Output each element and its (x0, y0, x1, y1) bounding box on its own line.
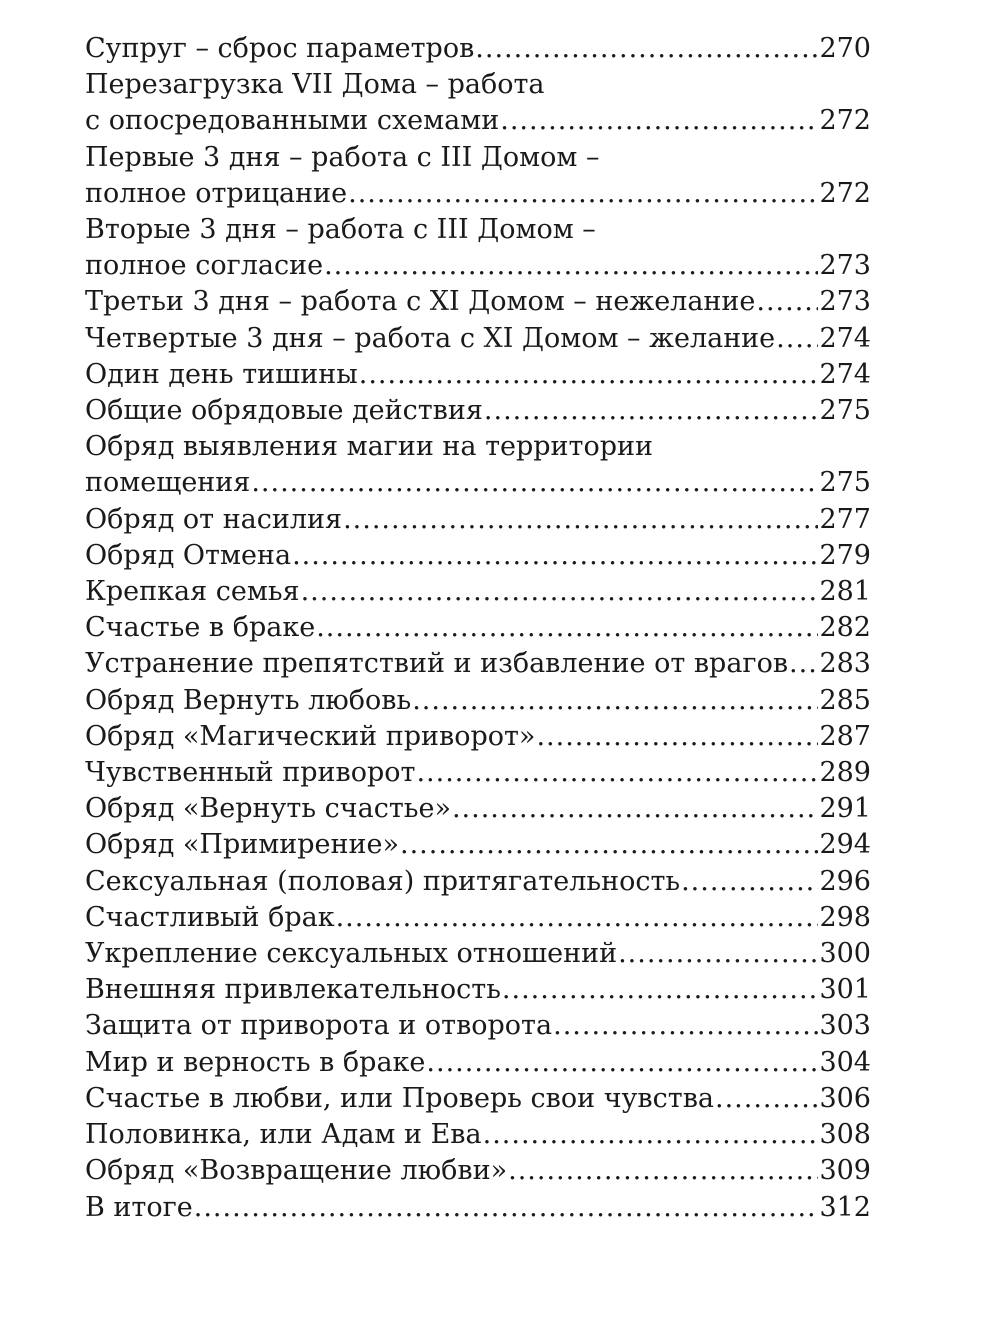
toc-entry-title: Перезагрузка VII Дома – работа (85, 69, 545, 101)
toc-entry-line (85, 755, 871, 791)
toc-entry (85, 719, 871, 755)
table-of-contents (85, 31, 871, 1226)
toc-entry-line (85, 646, 871, 682)
toc-entry-title: Внешняя привлекательность (85, 974, 501, 1006)
toc-entry (85, 864, 871, 900)
toc-entry (85, 1081, 871, 1117)
dot-leader (359, 357, 819, 393)
dot-leader (412, 683, 818, 719)
toc-entry-title: Общие обрядовые действия (85, 395, 483, 427)
toc-entry-line (85, 357, 871, 393)
dot-leader (475, 31, 818, 67)
dot-leader (301, 574, 819, 610)
toc-entry-title: Один день тишины (85, 358, 358, 390)
toc-entry (85, 900, 871, 936)
toc-page-number: 294 (819, 829, 871, 861)
toc-page-number: 303 (819, 1010, 871, 1042)
toc-page-number: 308 (819, 1119, 871, 1151)
toc-entry-line (85, 1153, 871, 1189)
toc-entry-line (85, 103, 871, 139)
toc-entry (85, 755, 871, 791)
toc-page-number: 272 (819, 105, 871, 137)
toc-entry-line (85, 972, 871, 1008)
toc-entry (85, 1190, 871, 1226)
toc-entry-title: Устранение препятствий и избавление от врагов (85, 648, 789, 680)
toc-entry-title: полное согласие (85, 250, 324, 282)
toc-entry-title: Обряд от насилия (85, 503, 343, 535)
toc-entry-line (85, 393, 871, 429)
toc-page-number: 301 (819, 974, 871, 1006)
toc-entry-line (85, 1045, 871, 1081)
toc-entry-line (85, 791, 871, 827)
toc-entry-title: Обряд выявления магии на территории (85, 431, 654, 463)
toc-entry-line (85, 140, 871, 176)
toc-entry (85, 683, 871, 719)
toc-entry-title: с опосредованными схемами (85, 105, 500, 137)
toc-entry (85, 972, 871, 1008)
dot-leader (776, 321, 818, 357)
dot-leader (508, 1153, 818, 1189)
toc-entry-line (85, 284, 871, 320)
toc-entry (85, 429, 871, 501)
dot-leader (756, 284, 818, 320)
toc-page-number: 275 (819, 395, 871, 427)
toc-page-number: 274 (819, 358, 871, 390)
toc-entry (85, 502, 871, 538)
toc-entry-line (85, 248, 871, 284)
toc-entry-line (85, 31, 871, 67)
dot-leader (789, 646, 818, 682)
toc-entry-title: Крепкая семья (85, 576, 300, 608)
toc-page-number: 304 (819, 1046, 871, 1078)
toc-page-number: 289 (819, 757, 871, 789)
toc-entry (85, 936, 871, 972)
toc-entry (85, 321, 871, 357)
dot-leader (681, 864, 818, 900)
toc-entry-title: Вторые 3 дня – работа с III Домом – (85, 214, 596, 246)
toc-page-number: 273 (819, 250, 871, 282)
dot-leader (484, 393, 819, 429)
toc-entry-title: Укрепление сексуальных отношений (85, 938, 618, 970)
toc-page-number: 270 (819, 33, 871, 64)
toc-page-number: 274 (819, 322, 871, 354)
toc-page-number: 277 (819, 503, 871, 535)
toc-entry-title: Мир и верность в браке (85, 1046, 426, 1078)
toc-entry-title: Четвертые 3 дня – работа с XI Домом – желание (85, 322, 776, 354)
toc-page-number: 306 (819, 1082, 871, 1114)
toc-entry-title: Обряд Вернуть любовь (85, 684, 412, 716)
dot-leader (618, 936, 818, 972)
dot-leader (553, 1008, 818, 1044)
toc-entry-title: Обряд «Возвращение любви» (85, 1155, 508, 1187)
dot-leader (194, 1190, 819, 1226)
toc-entry (85, 646, 871, 682)
toc-entry (85, 538, 871, 574)
toc-entry-title: Супруг – сброс параметров (85, 33, 475, 64)
toc-entry-line (85, 936, 871, 972)
dot-leader (452, 791, 818, 827)
toc-entry (85, 357, 871, 393)
toc-page-number: 275 (819, 467, 871, 499)
dot-leader (343, 502, 818, 538)
toc-entry-line (85, 321, 871, 357)
toc-entry-line (85, 719, 871, 755)
dot-leader (336, 900, 819, 936)
toc-page-number: 272 (819, 177, 871, 209)
toc-page-number: 279 (819, 539, 871, 571)
toc-page-number: 282 (819, 612, 871, 644)
toc-entry-line (85, 683, 871, 719)
dot-leader (324, 248, 818, 284)
toc-entry-line (85, 1081, 871, 1117)
toc-entry-line (85, 827, 871, 863)
toc-entry-title: Обряд «Примирение» (85, 829, 400, 861)
toc-page-number: 287 (819, 720, 871, 752)
toc-page-number: 291 (819, 793, 871, 825)
toc-entry (85, 31, 871, 67)
toc-entry (85, 212, 871, 284)
toc-page-number: 312 (819, 1191, 871, 1223)
toc-entry-line (85, 176, 871, 212)
dot-leader (416, 755, 818, 791)
toc-entry-title: помещения (85, 467, 251, 499)
toc-entry-line (85, 502, 871, 538)
toc-entry-line (85, 465, 871, 501)
toc-entry (85, 140, 871, 212)
dot-leader (715, 1081, 818, 1117)
toc-entry-title: Счастье в любви, или Проверь свои чувства (85, 1082, 714, 1114)
toc-page-number: 296 (819, 865, 871, 897)
toc-entry (85, 67, 871, 139)
toc-entry-line (85, 429, 871, 465)
toc-entry-line (85, 538, 871, 574)
toc-entry-line (85, 212, 871, 248)
toc-page-number: 309 (819, 1155, 871, 1187)
toc-entry-line (85, 900, 871, 936)
toc-entry-line (85, 574, 871, 610)
toc-entry-title: Защита от приворота и отворота (85, 1010, 553, 1042)
toc-page-number: 283 (819, 648, 871, 680)
toc-page-number: 281 (819, 576, 871, 608)
toc-entry (85, 284, 871, 320)
toc-entry-title: Обряд Отмена (85, 539, 292, 571)
toc-entry-line (85, 67, 871, 103)
toc-entry-title: Обряд «Вернуть счастье» (85, 793, 451, 825)
toc-entry-title: Счастье в браке (85, 612, 316, 644)
toc-entry-title: полное отрицание (85, 177, 348, 209)
toc-entry-title: Обряд «Магический приворот» (85, 720, 536, 752)
toc-entry-title: Половинка, или Адам и Ева (85, 1119, 482, 1151)
toc-entry (85, 1045, 871, 1081)
toc-entry-title: Третьи 3 дня – работа с XI Домом – нежелание (85, 286, 756, 318)
toc-entry (85, 791, 871, 827)
toc-entry-line (85, 1117, 871, 1153)
toc-entry (85, 1153, 871, 1189)
dot-leader (316, 610, 818, 646)
toc-page-number: 285 (819, 684, 871, 716)
toc-entry (85, 827, 871, 863)
dot-leader (251, 465, 818, 501)
toc-page-number: 298 (819, 901, 871, 933)
toc-entry (85, 1117, 871, 1153)
dot-leader (292, 538, 818, 574)
dot-leader (502, 972, 819, 1008)
toc-entry-line (85, 610, 871, 646)
toc-entry (85, 1008, 871, 1044)
dot-leader (348, 176, 818, 212)
toc-entry-line (85, 1008, 871, 1044)
dot-leader (500, 103, 818, 139)
dot-leader (426, 1045, 818, 1081)
dot-leader (483, 1117, 819, 1153)
toc-entry (85, 610, 871, 646)
toc-entry-line (85, 864, 871, 900)
toc-entry-title: В итоге (85, 1191, 193, 1223)
toc-page-number: 300 (819, 938, 871, 970)
toc-entry-line (85, 1190, 871, 1226)
dot-leader (400, 827, 818, 863)
toc-entry (85, 393, 871, 429)
toc-entry (85, 574, 871, 610)
toc-entry-title: Счастливый брак (85, 901, 335, 933)
toc-entry-title: Первые 3 дня – работа с III Домом – (85, 141, 600, 173)
toc-page-number: 273 (819, 286, 871, 318)
dot-leader (536, 719, 818, 755)
toc-entry-title: Сексуальная (половая) притягательность (85, 865, 681, 897)
toc-entry-title: Чувственный приворот (85, 757, 416, 789)
